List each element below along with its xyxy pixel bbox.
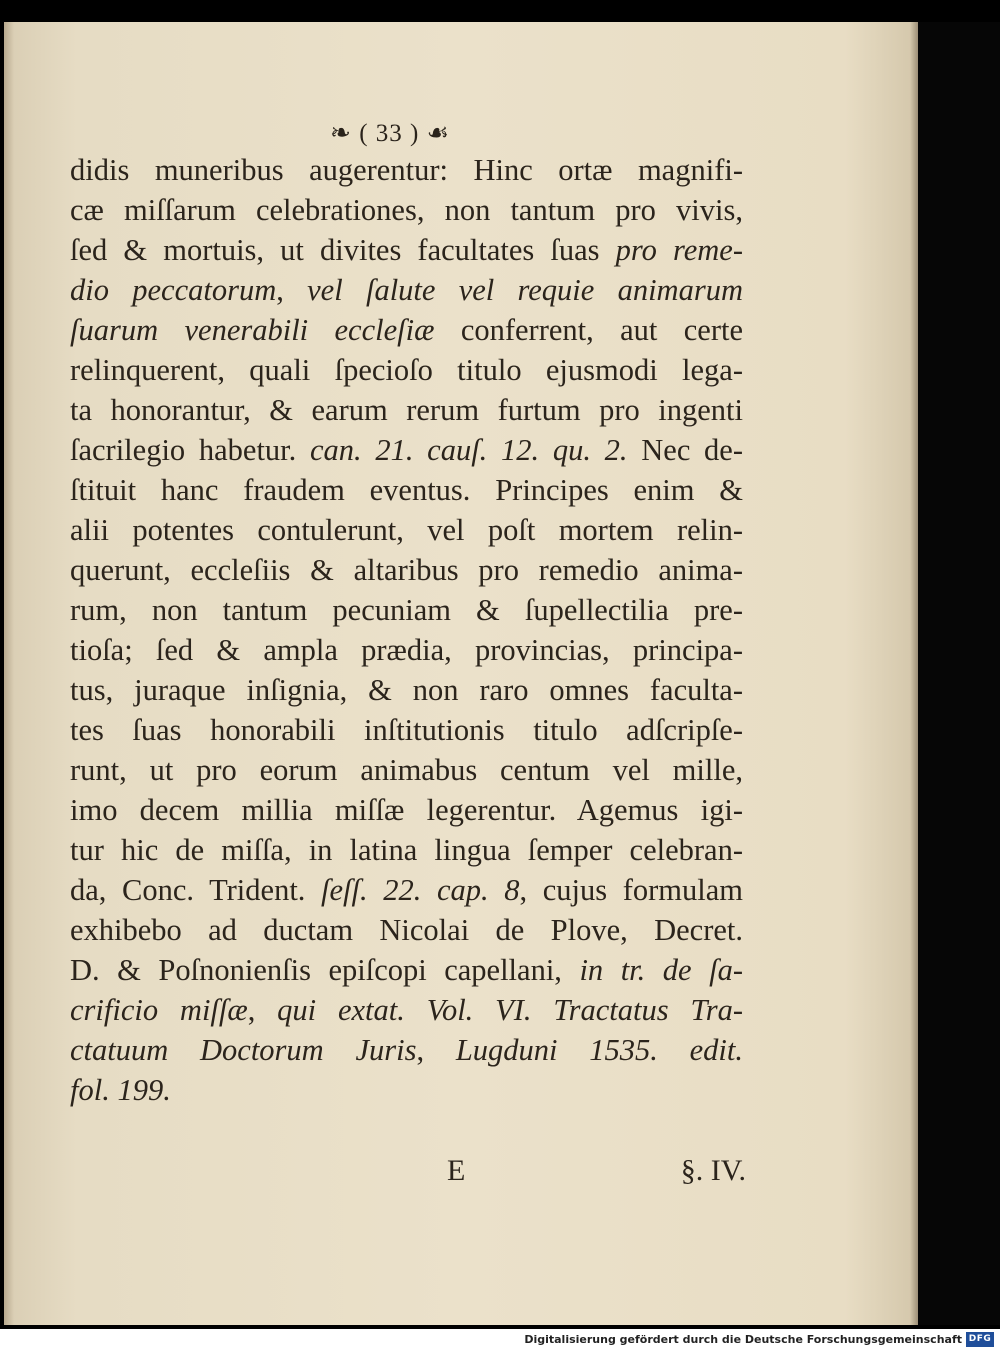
text-line: [70, 350, 743, 390]
text-run: tes ſuas honorabili inſtitutionis titulo adſcripſe-: [70, 713, 743, 747]
text-run: tur hic de miſſa, in latina lingua ſemper celebran-: [70, 833, 743, 867]
text-run: runt, ut pro eorum animabus centum vel mille,: [70, 753, 743, 787]
text-run: ,: [247, 993, 278, 1027]
text-line: [70, 510, 743, 550]
signature-mark: E: [447, 1154, 466, 1187]
italic-text-run: vel ſalute vel requie animarum: [307, 273, 743, 307]
text-line: [70, 950, 743, 990]
text-run: da, Conc. Trident.: [70, 873, 322, 907]
text-line: [70, 910, 743, 950]
italic-text-run: pro reme-: [615, 233, 744, 267]
text-line: [70, 750, 743, 790]
text-run: ta honorantur, & earum rerum furtum pro ingenti: [70, 393, 743, 427]
catchword: §. IV.: [680, 1154, 746, 1187]
text-run: Nec de-: [627, 433, 743, 467]
italic-text-run: dio peccatorum: [70, 273, 277, 307]
italic-text-run: ſeſſ. 22. cap. 8: [321, 873, 520, 907]
italic-text-run: crificio miſſæ: [70, 993, 248, 1027]
text-run: D. & Poſnonienſis epiſcopi capellani,: [70, 953, 580, 987]
text-run: rum, non tantum pecuniam & ſupellectilia pre-: [70, 593, 743, 627]
italic-text-run: can. 21. cauſ. 12. qu. 2.: [309, 433, 628, 467]
text-line: [70, 150, 743, 190]
text-run: ,: [416, 1033, 456, 1067]
text-line: [70, 310, 743, 350]
text-run: relinquerent, quali ſpecioſo titulo ejusmodi lega-: [70, 353, 743, 387]
text-run: ſtituit hanc fraudem eventus. Principes enim &: [70, 473, 743, 507]
text-run: querunt, eccleſiis & altaribus pro remedio anima-: [70, 553, 743, 587]
italic-text-run: ſuarum venerabili eccleſiæ: [70, 313, 435, 347]
text-line: [70, 830, 743, 870]
catchline: [70, 1154, 746, 1194]
text-line: [70, 230, 743, 270]
text-line: [70, 590, 743, 630]
italic-text-run: Lugduni 1535. edit.: [455, 1033, 743, 1067]
body-text: [70, 150, 743, 1110]
footer-bar: [0, 1329, 1000, 1351]
text-run: exhibebo ad ductam Nicolai de Plove, Decret.: [70, 913, 743, 947]
dfg-logo: DFG: [966, 1332, 994, 1347]
page-edge-shadow: [910, 22, 918, 1325]
text-line: [70, 790, 743, 830]
text-line: [70, 1030, 743, 1070]
text-run: tus, juraque inſignia, & non raro omnes faculta-: [70, 673, 743, 707]
text-line: [70, 710, 743, 750]
footer-credit: Digitalisierung gefördert durch die Deutsche Forschungsgemeinschaft: [524, 1333, 962, 1346]
text-line: [70, 390, 743, 430]
gutter-shadow: [4, 22, 14, 1325]
book-page: [4, 22, 918, 1325]
text-line: [70, 550, 743, 590]
running-head-page-number: ❧ ( 33 ) ☙: [330, 120, 451, 147]
text-run: didis muneribus augerentur: Hinc ortæ magnifi-: [70, 153, 743, 187]
italic-text-run: qui extat. Vol. VI. Tractatus Tra-: [277, 993, 743, 1027]
text-line: [70, 870, 743, 910]
text-run: ſed & mortuis, ut divites facultates ſuas: [70, 233, 616, 267]
text-run: , cujus formulam: [519, 873, 744, 907]
text-line: [70, 1070, 743, 1110]
italic-text-run: in tr. de ſa-: [579, 953, 743, 987]
text-line: [70, 630, 743, 670]
italic-text-run: fol. 199.: [70, 1073, 171, 1107]
text-run: tioſa; ſed & ampla prædia, provincias, principa-: [70, 633, 743, 667]
text-run: ,: [276, 273, 308, 307]
text-line: [70, 670, 743, 710]
text-run: cæ miſſarum celebrationes, non tantum pro vivis,: [70, 193, 743, 227]
text-line: [70, 470, 743, 510]
text-line: [70, 190, 743, 230]
scan-edge-strip: [918, 22, 1000, 1325]
text-line: [70, 990, 743, 1030]
text-line: [70, 430, 743, 470]
text-run: conferrent, aut certe: [434, 313, 743, 347]
italic-text-run: ctatuum Doctorum Juris: [70, 1033, 417, 1067]
text-run: ſacrilegio habetur.: [70, 433, 310, 467]
text-run: imo decem millia miſſæ legerentur. Agemus igi-: [70, 793, 743, 827]
text-line: [70, 270, 743, 310]
text-run: alii potentes contulerunt, vel poſt mortem relin-: [70, 513, 743, 547]
